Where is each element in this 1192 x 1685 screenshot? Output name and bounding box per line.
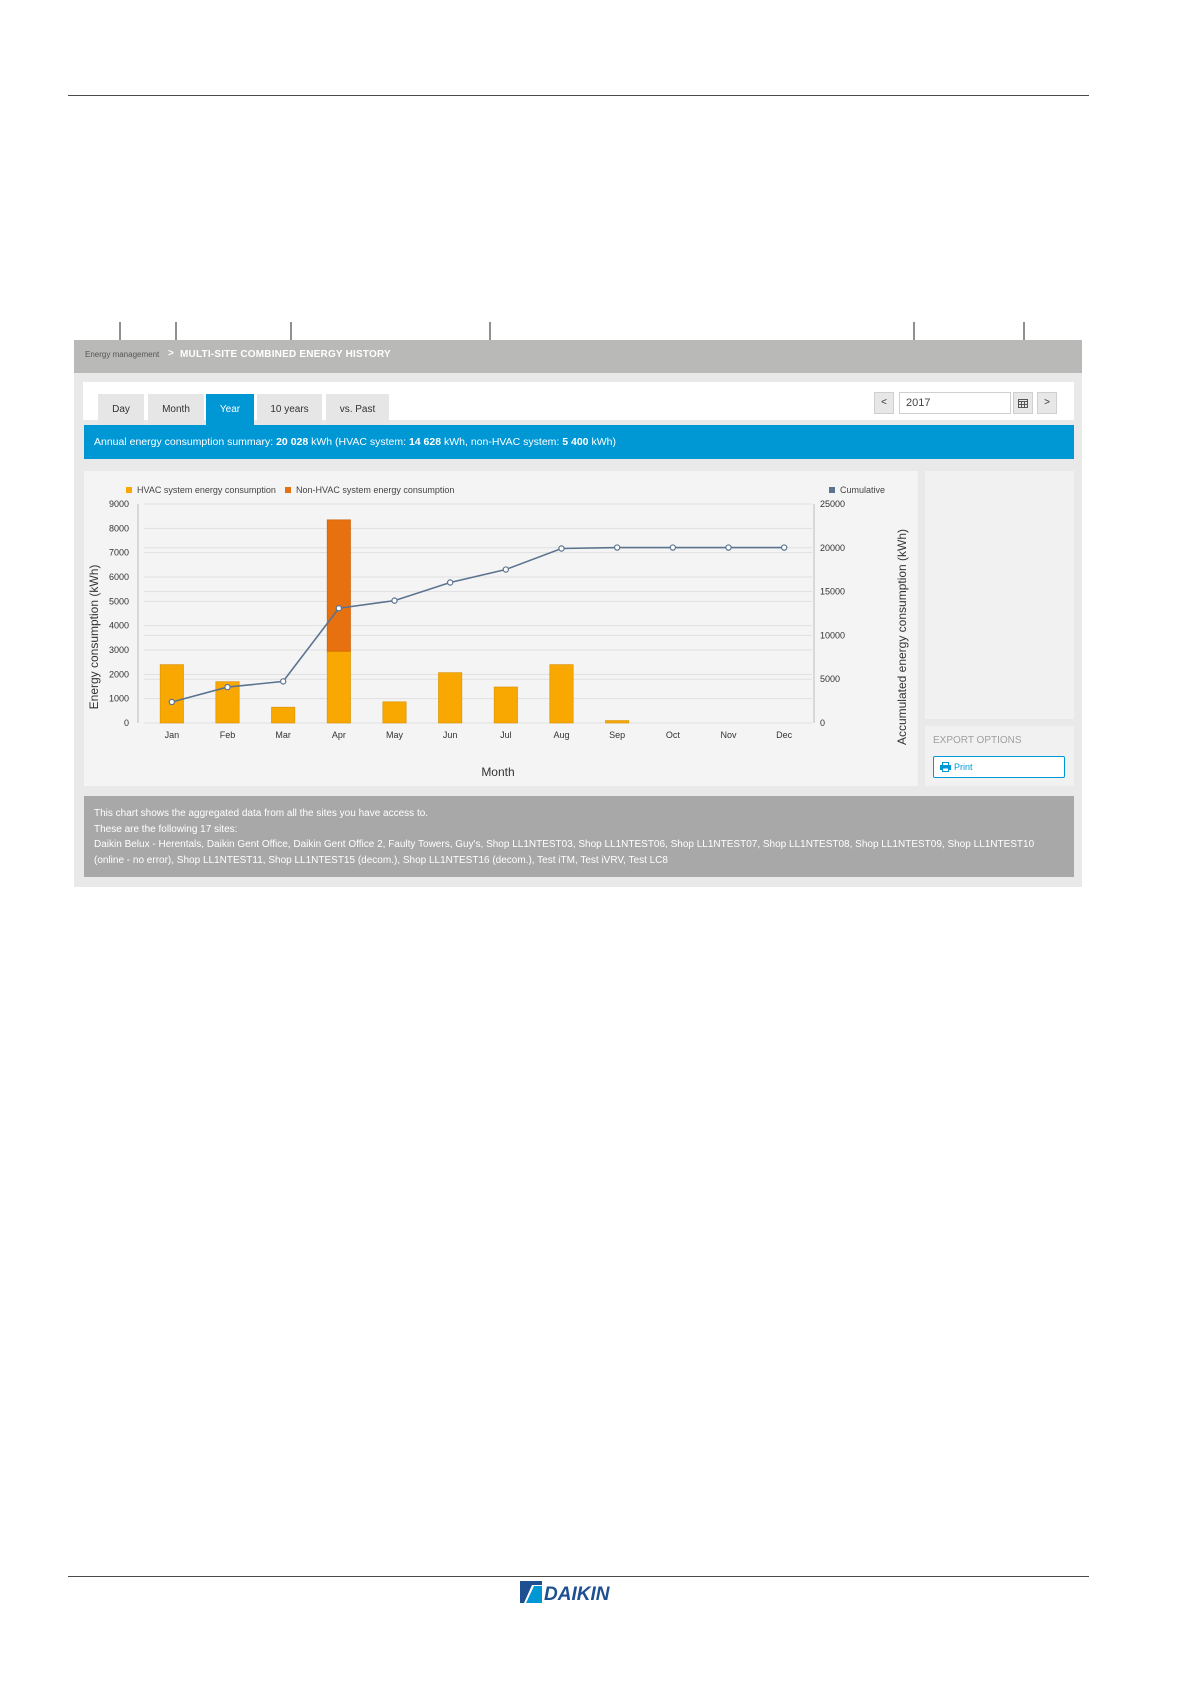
y-tick-label: 5000 bbox=[108, 596, 129, 607]
footer-rule bbox=[68, 1576, 1089, 1577]
bar-hvac-jun bbox=[438, 673, 461, 723]
bar-hvac-aug bbox=[550, 665, 573, 723]
app-screenshot bbox=[74, 340, 1082, 887]
tab-month[interactable]: Month bbox=[148, 394, 204, 425]
x-tick-label: May bbox=[385, 730, 404, 740]
export-options-panel bbox=[925, 726, 1074, 786]
info-sites-list: Daikin Belux - Herentals, Daikin Gent Office, Daikin Gent Office 2, Faulty Towers, Guy's, Shop LL1NTEST03, Shop LL1NTEST06, Shop LL1NTEST07, Shop LL1NTEST08, Shop LL1NTEST09, Shop LL1NTEST10 (online - no error), Shop LL1NTEST11, Shop LL1NTEST15 (decom.), Shop LL1NTEST16 (decom.), Test iTM, Test iVRV, Test LC8 bbox=[94, 839, 1035, 866]
x-tick-label: Sep bbox=[609, 730, 626, 740]
y2-axis-title: Accumulated energy consumption (kWh) bbox=[895, 528, 909, 746]
tab-vs-past[interactable]: vs. Past bbox=[326, 394, 389, 425]
tab-year[interactable]: Year bbox=[206, 394, 254, 425]
cumulative-point-may bbox=[392, 598, 397, 603]
y-tick-label: 0 bbox=[123, 718, 129, 728]
legend-cumulative-swatch bbox=[829, 487, 835, 493]
next-year-button[interactable]: > bbox=[1037, 392, 1057, 414]
summary-mid2: kWh, non-HVAC system: bbox=[441, 436, 563, 448]
bar-hvac-mar bbox=[271, 707, 294, 723]
breadcrumb-parent-link[interactable]: Energy management bbox=[85, 350, 160, 359]
x-tick-label: Nov bbox=[720, 730, 737, 740]
page-title: MULTI-SITE COMBINED ENERGY HISTORY bbox=[180, 349, 391, 360]
energy-chart-panel bbox=[84, 471, 918, 786]
y-axis-title: Energy consumption (kWh) bbox=[87, 564, 101, 710]
x-tick-label: Dec bbox=[776, 730, 793, 740]
x-tick-label: Aug bbox=[553, 730, 570, 740]
logo-wordmark: DAIKIN bbox=[544, 1584, 610, 1605]
bar-hvac-sep bbox=[605, 721, 628, 723]
annual-summary-bar bbox=[84, 425, 1074, 459]
sites-info-box bbox=[84, 796, 1074, 877]
calendar-button[interactable] bbox=[1013, 392, 1033, 414]
x-tick-label: Jul bbox=[500, 730, 512, 740]
y-tick-label: 2000 bbox=[108, 669, 129, 680]
y-tick-label: 7000 bbox=[108, 547, 129, 558]
y2-tick-label: 5000 bbox=[820, 674, 841, 685]
bar-hvac-jul bbox=[494, 687, 517, 723]
cumulative-point-dec bbox=[782, 545, 787, 550]
y-tick-label: 6000 bbox=[108, 572, 129, 582]
y2-tick-label: 20000 bbox=[820, 542, 846, 553]
summary-total: 20 028 bbox=[276, 436, 309, 448]
summary-prefix: Annual energy consumption summary: bbox=[94, 436, 277, 448]
cumulative-point-sep bbox=[615, 545, 620, 550]
calendar-icon bbox=[1014, 393, 1032, 413]
legend-non-hvac-label: Non-HVAC system energy consumption bbox=[296, 485, 455, 495]
y-tick-label: 8000 bbox=[108, 523, 129, 534]
year-input[interactable]: 2017 bbox=[899, 392, 1011, 414]
legend-cumulative-label: Cumulative bbox=[840, 485, 886, 495]
daikin-logo bbox=[520, 1581, 638, 1607]
tab-day[interactable]: Day bbox=[98, 394, 144, 425]
summary-mid1: kWh (HVAC system: bbox=[308, 436, 409, 448]
print-label: Print bbox=[954, 762, 973, 772]
print-button[interactable] bbox=[933, 756, 1065, 778]
y-tick-label: 1000 bbox=[108, 693, 129, 704]
cumulative-point-jul bbox=[503, 567, 508, 572]
info-line-2: These are the following 17 sites: bbox=[94, 823, 238, 835]
summary-non-hvac: 5 400 bbox=[562, 436, 589, 448]
prev-year-button[interactable]: < bbox=[874, 392, 894, 414]
cumulative-point-nov bbox=[726, 545, 731, 550]
breadcrumb-separator: > bbox=[168, 348, 174, 359]
cumulative-point-jun bbox=[448, 580, 453, 585]
y2-tick-label: 0 bbox=[820, 718, 826, 728]
breadcrumb bbox=[74, 340, 1082, 373]
export-options-label: EXPORT OPTIONS bbox=[933, 735, 1022, 746]
summary-suffix: kWh) bbox=[588, 436, 616, 448]
y2-tick-label: 10000 bbox=[820, 630, 846, 641]
cumulative-point-feb bbox=[225, 684, 230, 689]
x-axis-title: Month bbox=[481, 765, 515, 779]
cumulative-point-aug bbox=[559, 546, 564, 551]
y2-tick-label: 15000 bbox=[820, 586, 846, 597]
y-tick-label: 3000 bbox=[108, 645, 129, 655]
y-tick-label: 9000 bbox=[108, 499, 129, 509]
legend-hvac-label: HVAC system energy consumption bbox=[137, 485, 276, 495]
x-tick-label: Feb bbox=[219, 730, 236, 740]
x-tick-label: Mar bbox=[275, 730, 291, 740]
legend-non-hvac-swatch bbox=[285, 487, 291, 493]
cumulative-point-apr bbox=[336, 606, 341, 611]
cumulative-point-oct bbox=[670, 545, 675, 550]
info-line-1: This chart shows the aggregated data from all the sites you have access to. bbox=[94, 808, 429, 819]
side-panel bbox=[925, 471, 1074, 719]
y2-tick-label: 25000 bbox=[820, 499, 846, 509]
summary-hvac: 14 628 bbox=[408, 436, 442, 448]
x-tick-label: Jan bbox=[164, 730, 180, 740]
x-tick-label: Apr bbox=[331, 730, 346, 740]
cumulative-point-mar bbox=[281, 679, 286, 684]
y-tick-label: 4000 bbox=[108, 620, 129, 631]
bar-non-hvac-apr bbox=[327, 520, 350, 651]
x-tick-label: Oct bbox=[665, 730, 680, 740]
x-tick-label: Jun bbox=[442, 730, 458, 740]
legend-hvac-swatch bbox=[126, 487, 132, 493]
printer-icon bbox=[940, 762, 951, 772]
bar-hvac-may bbox=[383, 702, 406, 723]
energy-chart bbox=[84, 471, 918, 786]
bar-hvac-jan bbox=[160, 665, 183, 723]
bar-hvac-apr bbox=[327, 651, 350, 723]
tab-10-years[interactable]: 10 years bbox=[257, 394, 322, 425]
cumulative-point-jan bbox=[169, 699, 174, 704]
